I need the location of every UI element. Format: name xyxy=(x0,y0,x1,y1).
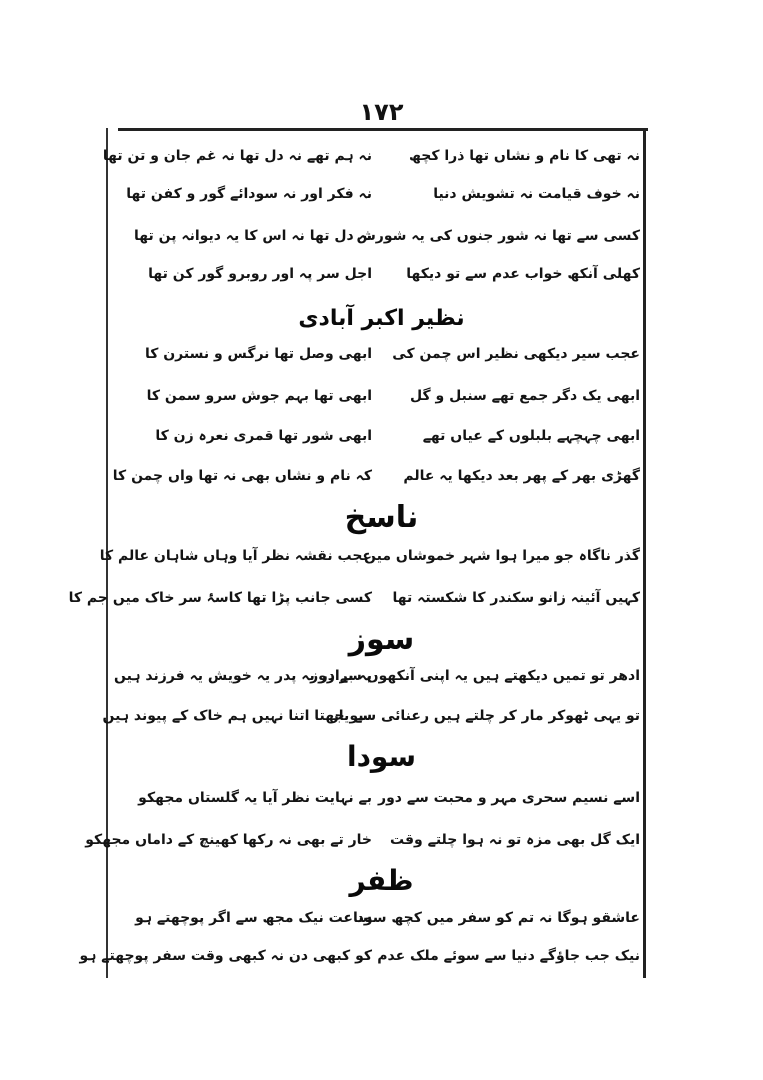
verse-first-hemistich: کسی سے تھا نہ شور جنوں کی یہ شورش xyxy=(356,228,640,244)
verse-second-hemistich: نہ ہم تھے نہ دل تھا نہ غم جان و تن تھا xyxy=(102,148,372,164)
page-number: ۱۷۲ xyxy=(359,98,404,126)
poet-heading: ظفر xyxy=(349,864,414,897)
verse-first-hemistich: کھلی آنکھ خواب عدم سے تو دیکھا xyxy=(406,266,640,282)
verse-first-hemistich: عاشقو ہوگا نہ تم کو سفر میں کچھ سود xyxy=(356,910,640,926)
verse-second-hemistich: ابھی تھا بہم جوش سرو سمن کا xyxy=(146,388,372,404)
verse-first-hemistich: ابھی چہچہے بلبلوں کے عیاں تھے xyxy=(422,428,640,444)
right-border xyxy=(643,128,646,978)
verse-second-hemistich: ابھی شور تھا قمری نعرہ زن کا xyxy=(155,428,372,444)
verse-first-hemistich: اسے نسیم سحری مہر و محبت سے دور xyxy=(378,790,640,806)
verse-second-hemistich: یہ برادر یہ پدر یہ خویش یہ فرزند ہیں xyxy=(114,668,372,684)
poet-heading: ناسخ xyxy=(344,500,419,535)
verse-second-hemistich: سو جھتا اتنا نہیں ہم خاک کے پیوند ہیں xyxy=(102,708,372,724)
poet-heading: سوز xyxy=(348,622,415,657)
verse-first-hemistich: نہ خوف قیامت نہ تشویش دنیا xyxy=(433,186,640,202)
verse-first-hemistich: نیک جب جاؤگے دنیا سے سوئے ملک عدم xyxy=(377,948,640,964)
verse-second-hemistich: خار تے بھی نہ رکھا کھینچ کے داماں مجھکو xyxy=(85,832,372,848)
verse-second-hemistich: کسی جانب پڑا تھا کاسۂ سر خاک میں جم کا xyxy=(68,590,372,606)
verse-first-hemistich: عجب سیر دیکھی نظیر اس چمن کی xyxy=(392,346,640,362)
verse-first-hemistich: ادھر تو تمیں دیکھتے ہیں یہ اپنی آنکھوں سے روز xyxy=(310,668,640,684)
verse-first-hemistich: ابھی یک دگر جمع تھے سنبل و گل xyxy=(410,388,640,404)
verse-second-hemistich: ابھی وصل تھا نرگس و نسترن کا xyxy=(144,346,372,362)
verse-first-hemistich: گذر ناگاہ جو میرا ہوا شہر خموشاں میں xyxy=(364,548,640,564)
verse-second-hemistich: کو کبھی دن نہ کبھی وقت سفر پوچھتے ہو xyxy=(79,948,372,964)
top-rule xyxy=(118,128,648,131)
verse-first-hemistich: ایک گل بھی مزہ تو نہ ہوا چلتے وقت xyxy=(390,832,640,848)
verse-second-hemistich: عجب نقشہ نظر آیا وہاں شاہان عالم کا xyxy=(99,548,372,564)
verse-second-hemistich: کہ نام و نشاں بھی نہ تھا واں چمن کا xyxy=(112,468,372,484)
poet-heading: نظیر اکبر آبادی xyxy=(298,306,465,331)
verse-second-hemistich: بے نہایت نظر آیا یہ گلستاں مجھکو xyxy=(138,790,372,806)
verse-first-hemistich: گھڑی بھر کے پھر بعد دیکھا یہ عالم xyxy=(403,468,640,484)
poet-heading: سودا xyxy=(346,740,417,773)
verse-first-hemistich: نہ تھی کا نام و نشاں تھا ذرا کچھ xyxy=(408,148,640,164)
verse-second-hemistich: نہ دل تھا نہ اس کا یہ دیوانہ پن تھا xyxy=(134,228,372,244)
verse-first-hemistich: تو یہی ٹھوکر مار کر چلتے ہیں رعنائی سے یار xyxy=(330,708,640,724)
verse-first-hemistich: کہیں آئینہ زانو سکندر کا شکستہ تھا xyxy=(392,590,640,606)
verse-second-hemistich: ساعت نیک مجھ سے اگر پوچھتے ہو xyxy=(135,910,372,926)
verse-second-hemistich: اجل سر پہ اور روبرو گور کن تھا xyxy=(148,266,372,282)
verse-second-hemistich: نہ فکر اور نہ سودائے گور و کفن تھا xyxy=(126,186,372,202)
